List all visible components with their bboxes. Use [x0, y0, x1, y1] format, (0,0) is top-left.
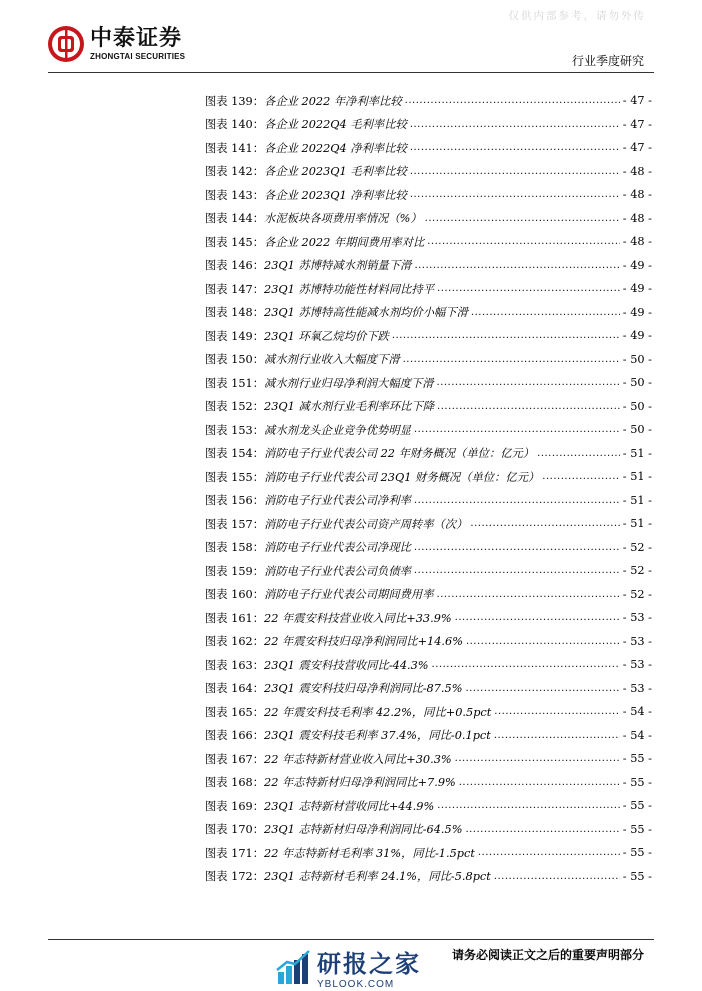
toc-entry-title: 各企业 2022Q4 净利率比较	[264, 141, 407, 155]
toc-dot-leader	[542, 471, 620, 482]
toc-entry[interactable]	[205, 771, 652, 795]
toc-entry[interactable]	[205, 183, 652, 207]
toc-entry-title: 消防电子行业代表公司资产周转率（次）	[264, 517, 468, 531]
toc-entry-label: 图表 155：	[205, 470, 265, 484]
toc-dot-leader	[494, 706, 620, 717]
toc-entry-page: - 53 -	[622, 634, 652, 648]
toc-entry-title: 23Q1 震安科技营收同比-44.3%	[264, 658, 429, 672]
toc-entry[interactable]	[205, 489, 652, 513]
toc-entry[interactable]	[205, 794, 652, 818]
toc-dot-leader	[414, 424, 620, 435]
toc-entry-label: 图表 144：	[205, 212, 265, 226]
toc-entry-page: - 49 -	[622, 305, 652, 319]
toc-entry-page: - 47 -	[622, 141, 652, 155]
toc-entry[interactable]	[205, 747, 652, 771]
toc-entry-label: 图表 168：	[205, 776, 265, 790]
company-logo	[46, 24, 185, 64]
toc-entry-title: 各企业 2022Q4 毛利率比较	[264, 118, 407, 132]
toc-entry-label: 图表 152：	[205, 400, 265, 414]
toc-entry-label: 图表 165：	[205, 705, 265, 719]
toc-entry-label: 图表 143：	[205, 188, 265, 202]
toc-entry[interactable]	[205, 136, 652, 160]
toc-entry[interactable]	[205, 512, 652, 536]
footer-logo-name-cn: 研报之家	[317, 950, 421, 978]
watermark-text: 仅供内部参考，请勿外传	[508, 10, 646, 22]
toc-entry[interactable]	[205, 324, 652, 348]
toc-dot-leader	[405, 95, 620, 106]
header-divider	[48, 72, 654, 73]
toc-entry-label: 图表 153：	[205, 423, 265, 437]
toc-entry-title: 水泥板块各项费用率情况（%）	[264, 212, 422, 226]
footer-logo-name-en: YBLOOK.COM	[317, 979, 395, 990]
toc-entry[interactable]	[205, 254, 652, 278]
toc-dot-leader	[466, 636, 620, 647]
bar-chart-logo-icon	[275, 948, 313, 986]
toc-entry-page: - 54 -	[622, 705, 652, 719]
toc-entry-title: 23Q1 苏博特功能性材料同比持平	[264, 282, 435, 296]
toc-dot-leader	[494, 730, 620, 741]
toc-entry-label: 图表 171：	[205, 846, 265, 860]
toc-entry-label: 图表 172：	[205, 870, 265, 884]
toc-dot-leader	[392, 330, 620, 341]
toc-entry[interactable]	[205, 677, 652, 701]
toc-entry-title: 23Q1 震安科技毛利率 37.4%，同比-0.1pct	[264, 729, 491, 743]
toc-entry[interactable]	[205, 818, 652, 842]
toc-entry-label: 图表 170：	[205, 823, 265, 837]
toc-entry[interactable]	[205, 89, 652, 113]
toc-entry-title: 23Q1 震安科技归母净利润同比-87.5%	[264, 682, 463, 696]
zhongtai-logo-icon	[46, 24, 86, 64]
toc-entry-title: 22 年志特新材营业收入同比+30.3%	[264, 752, 452, 766]
toc-dot-leader	[494, 871, 620, 882]
toc-entry-page: - 49 -	[622, 282, 652, 296]
toc-entry-title: 22 年志特新材毛利率 31%，同比-1.5pct	[264, 846, 475, 860]
toc-entry[interactable]	[205, 113, 652, 137]
toc-entry-title: 22 年震安科技营业收入同比+33.9%	[264, 611, 452, 625]
toc-dot-leader	[414, 495, 620, 506]
toc-entry-page: - 50 -	[622, 423, 652, 437]
toc-entry-page: - 55 -	[622, 869, 652, 883]
toc-entry-page: - 48 -	[622, 235, 652, 249]
toc-entry-label: 图表 159：	[205, 564, 265, 578]
toc-entry-page: - 55 -	[622, 822, 652, 836]
toc-entry-label: 图表 161：	[205, 611, 265, 625]
toc-entry-page: - 51 -	[622, 446, 652, 460]
toc-entry[interactable]	[205, 536, 652, 560]
toc-entry[interactable]	[205, 418, 652, 442]
toc-dot-leader	[465, 824, 619, 835]
toc-entry-page: - 50 -	[622, 352, 652, 366]
toc-entry-page: - 48 -	[622, 188, 652, 202]
toc-dot-leader	[414, 542, 620, 553]
toc-entry-page: - 48 -	[622, 164, 652, 178]
toc-entry-title: 减水剂行业收入大幅度下滑	[264, 353, 400, 367]
toc-dot-leader	[437, 401, 620, 412]
toc-dot-leader	[427, 236, 620, 247]
toc-entry-title: 消防电子行业代表公司负债率	[264, 564, 411, 578]
toc-entry-title: 消防电子行业代表公司净利率	[264, 494, 411, 508]
toc-entry-label: 图表 157：	[205, 517, 265, 531]
toc-dot-leader	[425, 213, 620, 224]
toc-dot-leader	[478, 847, 620, 858]
toc-entry-page: - 53 -	[622, 658, 652, 672]
toc-entry-title: 23Q1 减水剂行业毛利率环比下降	[264, 400, 435, 414]
toc-entry-page: - 55 -	[622, 752, 652, 766]
toc-entry-label: 图表 148：	[205, 306, 265, 320]
toc-entry[interactable]	[205, 348, 652, 372]
toc-entry[interactable]	[205, 160, 652, 184]
toc-dot-leader	[455, 753, 620, 764]
toc-entry-label: 图表 160：	[205, 588, 265, 602]
toc-entry-label: 图表 145：	[205, 235, 265, 249]
toc-entry-page: - 53 -	[622, 611, 652, 625]
toc-dot-leader	[432, 659, 620, 670]
toc-entry[interactable]	[205, 230, 652, 254]
toc-entry-page: - 51 -	[622, 493, 652, 507]
toc-entry-label: 图表 150：	[205, 353, 265, 367]
toc-dot-leader	[465, 683, 619, 694]
toc-entry-label: 图表 158：	[205, 541, 265, 555]
toc-dot-leader	[437, 283, 620, 294]
toc-dot-leader	[414, 260, 619, 271]
toc-entry[interactable]	[205, 371, 652, 395]
toc-entry[interactable]	[205, 301, 652, 325]
toc-entry-label: 图表 146：	[205, 259, 265, 273]
toc-entry-title: 23Q1 苏博特高性能减水剂均价小幅下滑	[264, 306, 468, 320]
toc-entry-page: - 50 -	[622, 399, 652, 413]
toc-entry-page: - 47 -	[622, 117, 652, 131]
toc-entry-page: - 49 -	[622, 258, 652, 272]
toc-entry-page: - 47 -	[622, 94, 652, 108]
toc-entry-page: - 52 -	[622, 564, 652, 578]
toc-dot-leader	[455, 612, 620, 623]
toc-entry[interactable]	[205, 724, 652, 748]
toc-entry-label: 图表 167：	[205, 752, 265, 766]
toc-entry-page: - 55 -	[622, 799, 652, 813]
toc-entry-label: 图表 169：	[205, 799, 265, 813]
toc-entry-page: - 51 -	[622, 470, 652, 484]
toc-entry-title: 消防电子行业代表公司 23Q1 财务概况（单位：亿元）	[264, 470, 540, 484]
toc-entry-page: - 55 -	[622, 775, 652, 789]
toc-entry-page: - 52 -	[622, 587, 652, 601]
toc-entry[interactable]	[205, 465, 652, 489]
toc-entry-page: - 50 -	[622, 376, 652, 390]
toc-dot-leader	[471, 307, 620, 318]
toc-entry-label: 图表 164：	[205, 682, 265, 696]
toc-entry-label: 图表 163：	[205, 658, 265, 672]
toc-entry[interactable]	[205, 395, 652, 419]
toc-entry-page: - 49 -	[622, 329, 652, 343]
toc-entry[interactable]	[205, 442, 652, 466]
toc-entry[interactable]	[205, 865, 652, 889]
toc-entry-label: 图表 162：	[205, 635, 265, 649]
toc-dot-leader	[470, 518, 619, 529]
toc-entry-label: 图表 140：	[205, 118, 265, 132]
logo-name-en: ZHONGTAI SECURITIES	[90, 51, 186, 61]
toc-dot-leader	[410, 166, 620, 177]
toc-entry[interactable]	[205, 841, 652, 865]
report-type-label: 行业季度研究	[571, 54, 644, 68]
toc-entry-page: - 55 -	[622, 846, 652, 860]
toc-entry-title: 各企业 2023Q1 毛利率比较	[264, 165, 407, 179]
toc-entry[interactable]	[205, 559, 652, 583]
toc-entry-title: 各企业 2022 年净利率比较	[264, 94, 402, 108]
toc-dot-leader	[403, 354, 620, 365]
toc-entry-label: 图表 151：	[205, 376, 265, 390]
toc-dot-leader	[437, 589, 620, 600]
toc-entry-title: 各企业 2022 年期间费用率对比	[264, 235, 425, 249]
toc-entry-title: 23Q1 志特新材毛利率 24.1%，同比-5.8pct	[264, 870, 491, 884]
toc-entry-label: 图表 166：	[205, 729, 265, 743]
toc-entry-title: 减水剂龙头企业竞争优势明显	[264, 423, 411, 437]
toc-entry-label: 图表 142：	[205, 165, 265, 179]
toc-entry-label: 图表 156：	[205, 494, 265, 508]
toc-entry-title: 22 年震安科技毛利率 42.2%，同比+0.5pct	[264, 705, 492, 719]
toc-entry-title: 减水剂行业归母净利润大幅度下滑	[264, 376, 434, 390]
toc-entry-title: 消防电子行业代表公司期间费用率	[264, 588, 434, 602]
table-of-figures	[205, 89, 652, 888]
toc-dot-leader	[537, 448, 620, 459]
toc-dot-leader	[437, 800, 620, 811]
toc-dot-leader	[459, 777, 620, 788]
toc-entry-title: 22 年震安科技归母净利润同比+14.6%	[264, 635, 463, 649]
toc-dot-leader	[410, 189, 620, 200]
footer-disclaimer: 请务必阅读正文之后的重要声明部分	[451, 948, 644, 962]
toc-dot-leader	[414, 565, 620, 576]
toc-entry-title: 消防电子行业代表公司 22 年财务概况（单位：亿元）	[264, 447, 535, 461]
footer-logo	[275, 944, 421, 990]
toc-entry[interactable]	[205, 630, 652, 654]
toc-entry-title: 23Q1 苏博特减水剂销量下滑	[264, 259, 412, 273]
toc-entry-title: 23Q1 志特新材营收同比+44.9%	[264, 799, 435, 813]
toc-entry-page: - 53 -	[622, 681, 652, 695]
footer-divider	[48, 939, 654, 940]
toc-entry-page: - 51 -	[622, 517, 652, 531]
logo-name-cn: 中泰证券	[90, 25, 183, 51]
toc-entry-label: 图表 154：	[205, 447, 265, 461]
toc-entry-title: 22 年志特新材归母净利润同比+7.9%	[264, 776, 456, 790]
toc-entry-label: 图表 149：	[205, 329, 265, 343]
toc-entry[interactable]	[205, 583, 652, 607]
toc-entry[interactable]	[205, 277, 652, 301]
toc-entry-title: 各企业 2023Q1 净利率比较	[264, 188, 407, 202]
toc-entry-page: - 52 -	[622, 540, 652, 554]
toc-entry[interactable]	[205, 606, 652, 630]
toc-entry-label: 图表 139：	[205, 94, 265, 108]
toc-entry-title: 23Q1 志特新材归母净利润同比-64.5%	[264, 823, 463, 837]
toc-dot-leader	[410, 142, 620, 153]
toc-entry-page: - 48 -	[622, 211, 652, 225]
toc-entry-label: 图表 141：	[205, 141, 265, 155]
toc-entry-label: 图表 147：	[205, 282, 265, 296]
toc-dot-leader	[410, 119, 620, 130]
toc-entry-page: - 54 -	[622, 728, 652, 742]
toc-dot-leader	[437, 377, 620, 388]
toc-entry[interactable]	[205, 207, 652, 231]
toc-entry[interactable]	[205, 700, 652, 724]
toc-entry-title: 23Q1 环氧乙烷均价下跌	[264, 329, 389, 343]
toc-entry[interactable]	[205, 653, 652, 677]
toc-entry-title: 消防电子行业代表公司净现比	[264, 541, 411, 555]
